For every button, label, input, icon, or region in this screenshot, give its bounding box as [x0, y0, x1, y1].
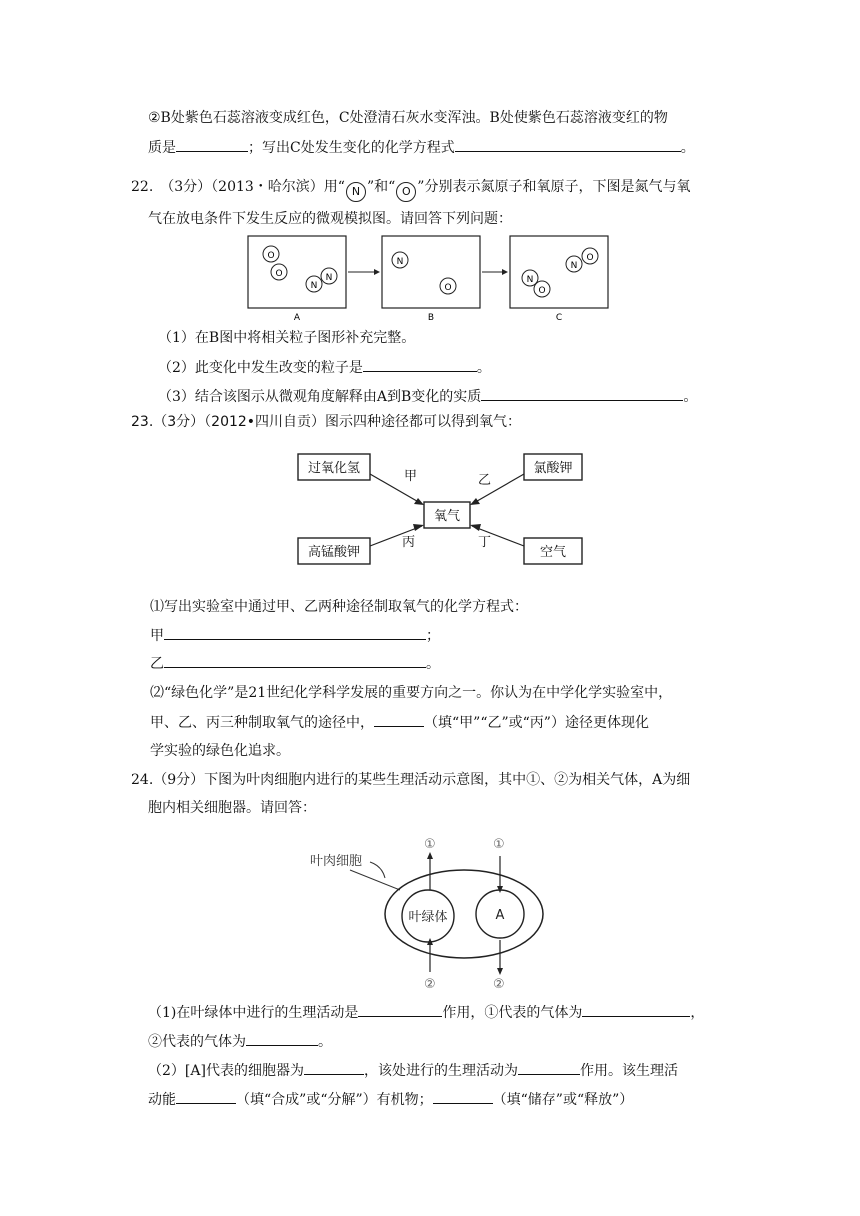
answer-blank[interactable] [433, 1089, 493, 1104]
svg-text:O: O [275, 269, 283, 279]
oxygen-atom-icon: O [396, 182, 416, 202]
q23-text: 乙 [150, 656, 164, 672]
q22-sub1: （1）在B图中将相关粒子图形补充完整。 [158, 330, 416, 346]
q24-sub2 [148, 1060, 678, 1081]
panel-c [510, 236, 608, 308]
q24-text: ， [690, 1005, 705, 1021]
panel-label-c: C [555, 313, 563, 323]
q22-sub3 [158, 386, 697, 407]
cell-label: 叶肉细胞 [310, 854, 363, 869]
svg-text:O: O [538, 286, 546, 296]
svg-text:O: O [586, 253, 594, 263]
q23-p2-line2 [150, 712, 649, 733]
answer-blank[interactable] [582, 1002, 690, 1017]
answer-blank[interactable] [481, 386, 683, 401]
q24-sub1-cont [148, 1031, 332, 1052]
q22-text: 22. （3分）（2013・哈尔滨）用“ [131, 179, 345, 195]
box-kclo3: 氯酸钾 [533, 461, 573, 476]
svg-text:N: N [310, 281, 318, 291]
q24-heading-line1: 24.（9分）下图为叶肉细胞内进行的某些生理活动示意图，其中①、②为相关气体，A为细 [131, 772, 691, 788]
svg-text:N: N [526, 275, 534, 285]
q23-text: ； [426, 628, 440, 644]
route-bing-label: 丙 [402, 535, 416, 550]
box-h2o2: 过氧化氢 [307, 461, 361, 476]
panel-a [248, 236, 346, 308]
q23-oxygen-routes-diagram [292, 444, 592, 572]
q22-text: （3）结合该图示从微观角度解释由A到B变化的实质 [158, 389, 482, 405]
q22-line2: 气在放电条件下发生反应的微观模拟图。请回答下列问题： [148, 211, 512, 227]
nitrogen-atom-icon: N [346, 182, 366, 202]
q22-text: ”分别表示氮原子和氧原子，下图是氮气与氧 [417, 179, 691, 195]
q23-p1: ⑴写出实验室中通过甲、乙两种途径制取氧气的化学方程式： [150, 599, 528, 615]
answer-blank[interactable] [304, 1060, 364, 1075]
gas2-bottom-right: ② [493, 977, 505, 992]
gas1-top-left: ① [424, 837, 436, 852]
q22-sub2 [158, 357, 491, 378]
answer-blank[interactable] [518, 1060, 580, 1075]
q23-text: （填“甲”“乙”或“丙”）途径更体现化 [424, 715, 649, 731]
q24-text: 。 [318, 1034, 332, 1050]
q21-text: 质是 [148, 140, 176, 156]
box-kmno4: 高锰酸钾 [307, 545, 361, 560]
route-ding-label: 丁 [478, 535, 492, 550]
q24-sub2-cont [148, 1089, 633, 1110]
q21-text: 。 [680, 140, 695, 156]
svg-text:O: O [444, 283, 452, 293]
q23-answer-jia [150, 625, 440, 646]
q21-line1 [148, 108, 668, 128]
answer-blank[interactable] [358, 1002, 442, 1017]
route-yi-label: 乙 [478, 473, 492, 488]
q21-text: ②B处紫色石蕊溶液变成红色，C处澄清石灰水变浑浊。B处使紫色石蕊溶液变红的物 [148, 110, 668, 126]
q22-text: 。 [476, 360, 491, 376]
q24-leaf-cell-diagram [300, 832, 560, 992]
q22-text: 。 [683, 389, 698, 405]
q24-text: （填“合成”或“分解”）有机物； [236, 1092, 433, 1108]
q24-text: （1)在叶绿体中进行的生理活动是 [148, 1005, 359, 1021]
route-jia-label: 甲 [404, 469, 418, 484]
gas1-top-right: ① [493, 837, 505, 852]
svg-text:N: N [396, 257, 404, 267]
q24-text: 动能 [148, 1092, 176, 1108]
q23-text: 甲 [150, 628, 164, 644]
q24-text: ，该处进行的生理活动为 [363, 1063, 518, 1079]
q24-text: ②代表的气体为 [148, 1034, 246, 1050]
answer-blank[interactable] [455, 137, 681, 152]
q24-text: （2）[A]代表的细胞器为 [148, 1063, 304, 1079]
q24-heading-line2: 胞内相关细胞器。请回答： [148, 800, 316, 816]
q23-p2-line3: 学实验的绿色化追求。 [150, 743, 290, 759]
q23-text: 。 [426, 656, 440, 672]
q23-answer-yi [150, 653, 440, 674]
svg-text:O: O [267, 251, 275, 261]
q23-p2-line1: ⑵“绿色化学”是21世纪化学科学发展的重要方向之一。你认为在中学化学实验室中， [150, 685, 673, 701]
answer-blank[interactable] [176, 137, 248, 152]
answer-blank[interactable] [164, 625, 426, 640]
box-oxygen: 氧气 [433, 509, 461, 524]
svg-text:N: N [570, 261, 578, 271]
gas2-bottom-left: ② [424, 977, 436, 992]
chloroplast-label: 叶绿体 [408, 910, 448, 925]
box-air: 空气 [539, 545, 567, 560]
q22-reaction-diagram [240, 232, 620, 324]
answer-blank[interactable] [246, 1031, 318, 1046]
answer-blank[interactable] [363, 357, 477, 372]
q21-text: ；写出C处发生变化的化学方程式 [248, 140, 455, 156]
answer-blank[interactable] [374, 712, 424, 727]
q23-text: 甲、乙、丙三种制取氧气的途径中， [150, 715, 374, 731]
q24-sub1 [148, 1002, 704, 1023]
panel-label-b: B [427, 313, 435, 323]
q24-text: 作用，①代表的气体为 [442, 1005, 583, 1021]
q22-text: ”和“ [366, 179, 396, 195]
q21-line2 [148, 137, 695, 158]
answer-blank[interactable] [176, 1089, 236, 1104]
q23-heading: 23.（3分）（2012•四川自贡）图示四种途径都可以得到氧气： [131, 414, 522, 430]
panel-b [382, 236, 480, 308]
q24-text: （填“储存”或“释放”） [492, 1092, 634, 1108]
panel-label-a: A [293, 313, 301, 323]
q24-text: 作用。该生理活 [579, 1063, 678, 1079]
answer-blank[interactable] [164, 653, 426, 668]
svg-text:N: N [325, 273, 333, 283]
q22-heading [131, 177, 690, 202]
q22-text: （2）此变化中发生改变的粒子是 [158, 360, 363, 376]
organelle-a-label: A [495, 908, 505, 923]
